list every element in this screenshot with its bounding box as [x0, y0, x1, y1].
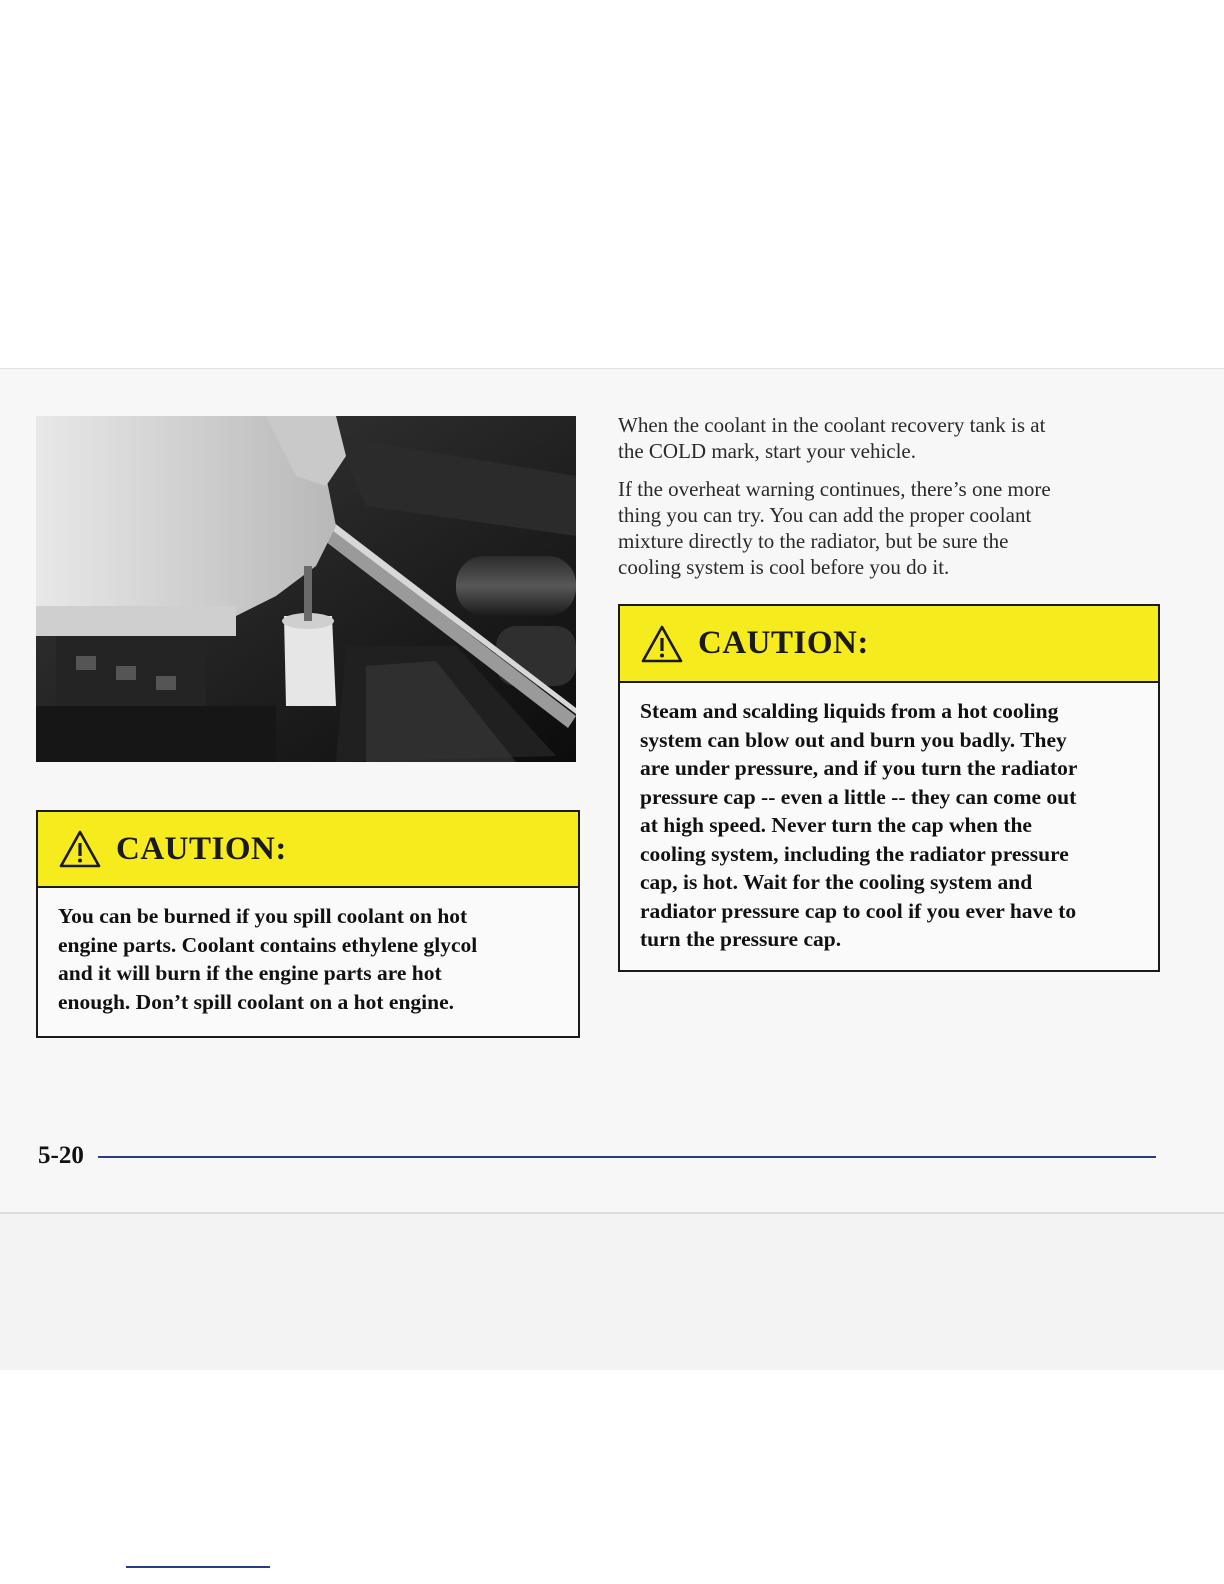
warning-triangle-icon [58, 829, 102, 869]
caution-line: at high speed. Never turn the cap when the [640, 813, 1032, 837]
footer-rule [98, 1156, 1156, 1158]
caution-box-steam [618, 604, 1160, 972]
caution-line: are under pressure, and if you turn the radiator [640, 756, 1078, 780]
page-lower-margin [0, 1212, 1224, 1370]
caution-line: and it will burn if the engine parts are hot [58, 961, 442, 985]
caution-title: CAUTION: [116, 830, 287, 867]
caution-line: engine parts. Coolant contains ethylene glycol [58, 932, 478, 957]
page-number: 5-20 [38, 1142, 84, 1169]
caution-text [620, 683, 1158, 964]
caution-line: radiator pressure cap to cool if you ever have to [640, 898, 1077, 923]
paragraph-overheat: If the overheat warning continues, there’s one more thing you can try. You can add the proper coolant mixture directly to the radiator, but be sure the cooling system is cool before you do it. [618, 477, 1051, 579]
caution-text [38, 888, 578, 1026]
caution-line: enough. Don’t spill coolant on a hot engine. [58, 989, 455, 1014]
caution-header [38, 812, 578, 888]
warning-triangle-icon [640, 624, 684, 664]
caution-line: You can be burned if you spill coolant on hot [58, 904, 468, 928]
caution-line: Steam and scalding liquids from a hot cooling [640, 699, 1059, 723]
caution-title: CAUTION: [698, 625, 869, 661]
caution-header [620, 606, 1158, 683]
paragraph-cold-mark: When the coolant in the coolant recovery tank is at the COLD mark, start your vehicle. [618, 413, 1046, 463]
caution-box-burn [36, 810, 580, 1038]
bottom-rule [126, 1566, 270, 1568]
caution-line: cap, is hot. Wait for the cooling system and [640, 870, 1033, 894]
caution-line: pressure cap -- even a little -- they can come out [640, 784, 1077, 809]
caution-line: cooling system, including the radiator pressure [640, 841, 1069, 866]
caution-line: system can blow out and burn you badly. They [640, 727, 1067, 752]
coolant-pour-photo [36, 416, 576, 762]
body-paragraphs [618, 412, 1118, 592]
caution-line: turn the pressure cap. [640, 927, 842, 951]
